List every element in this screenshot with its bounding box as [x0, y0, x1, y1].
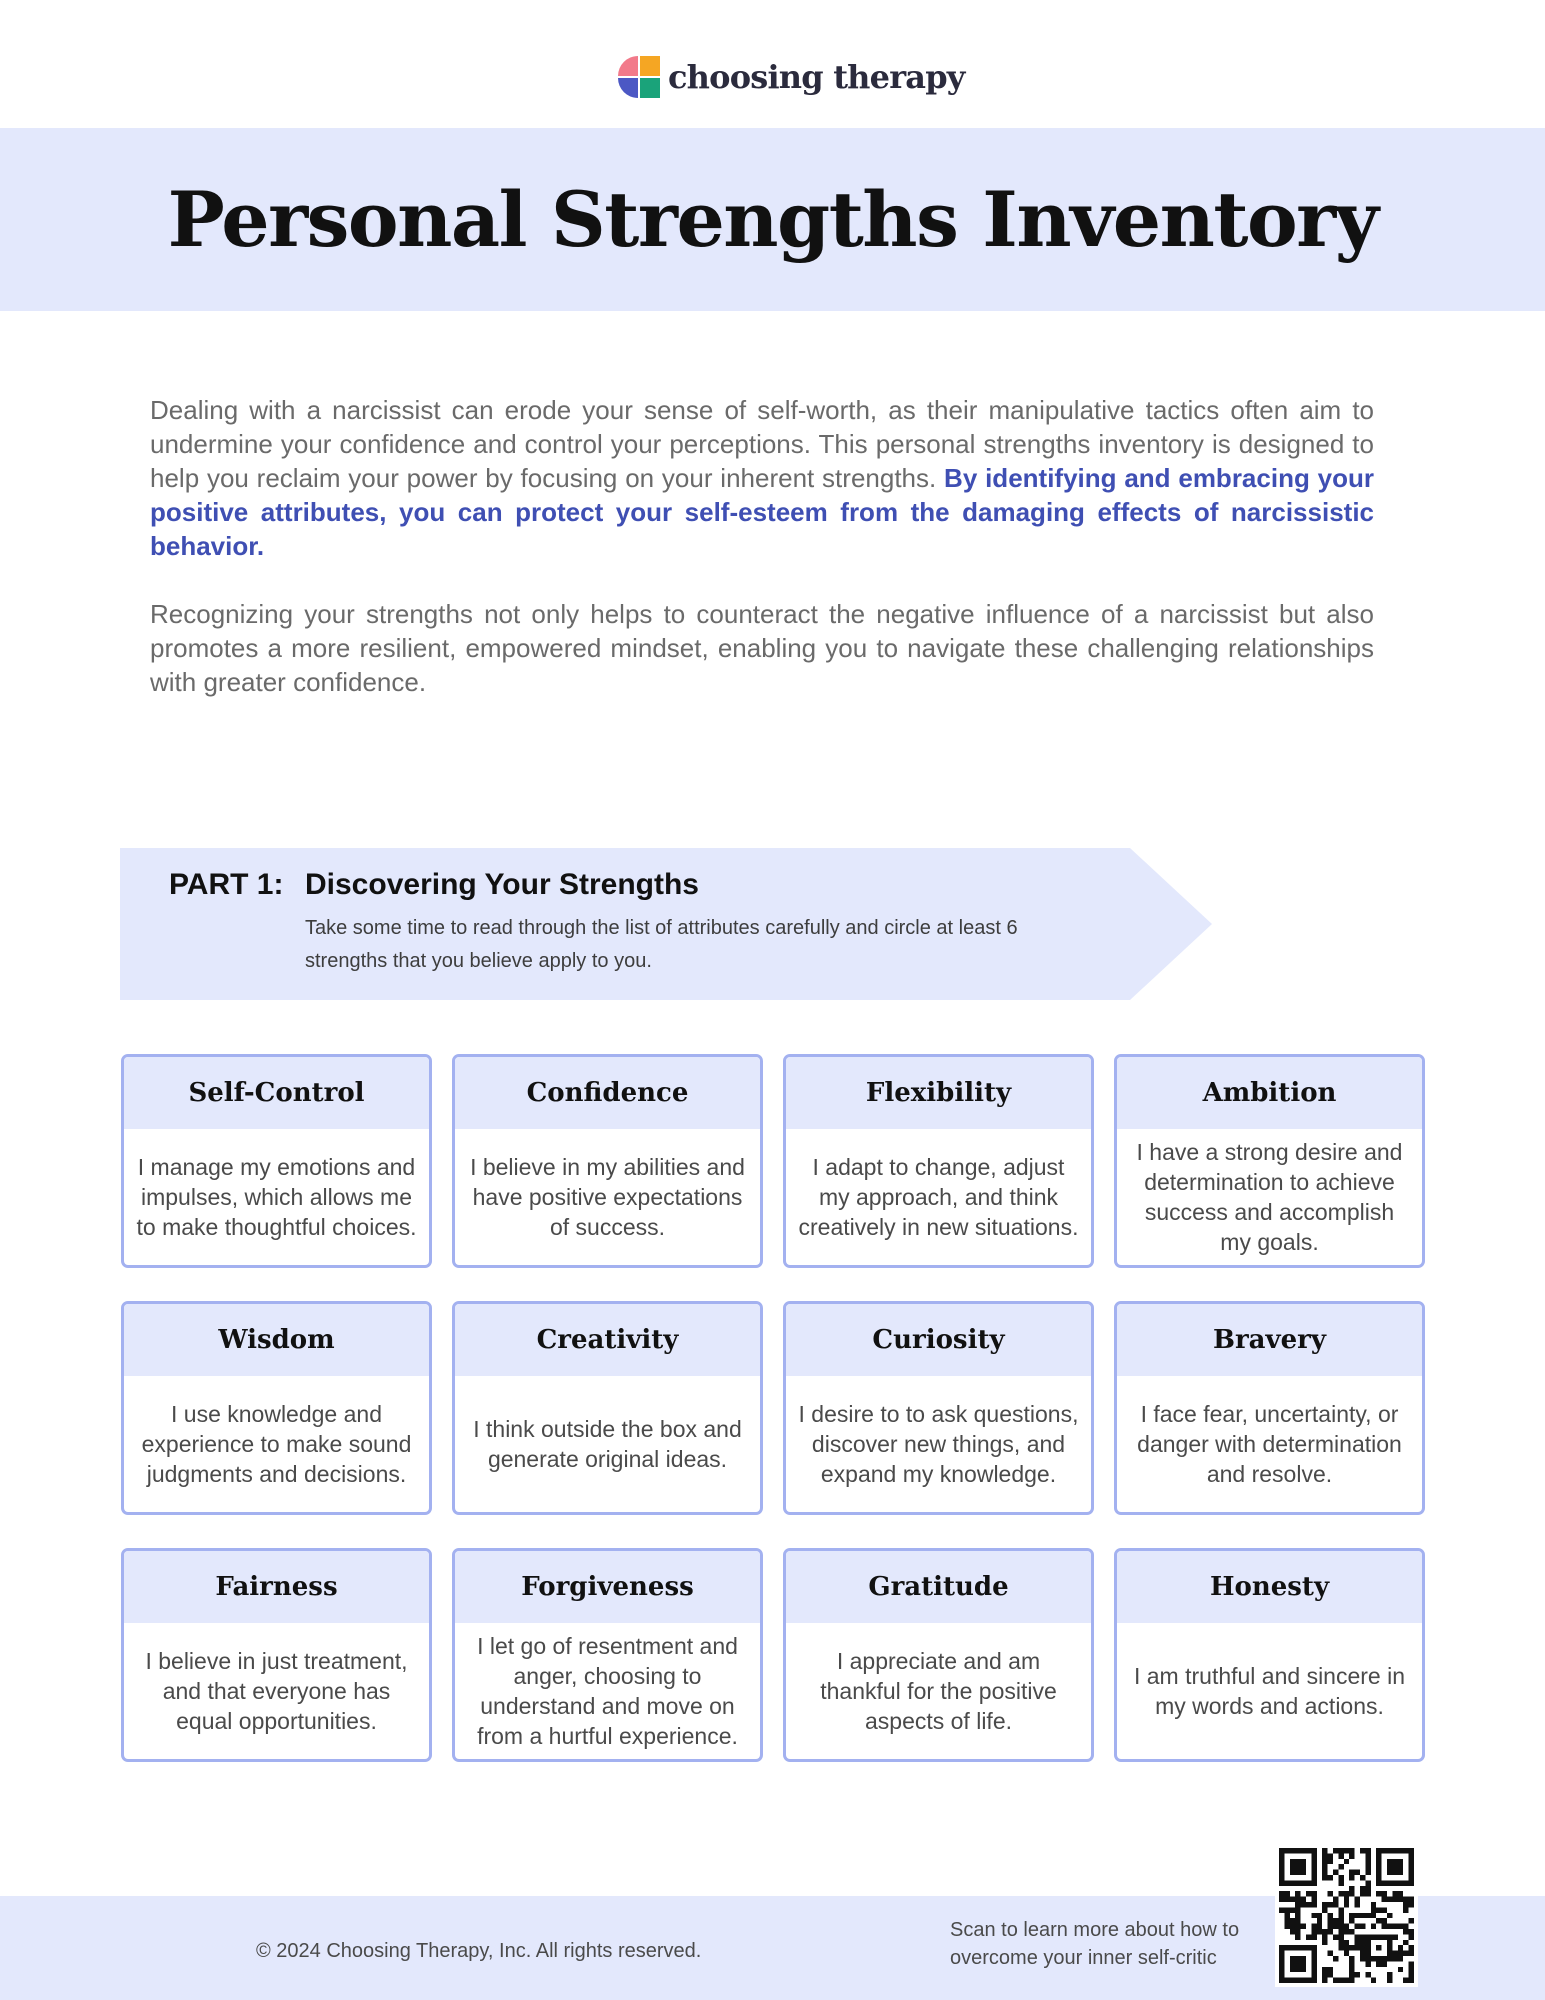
strength-description: I believe in my abilities and have positive expectations of success. [470, 1154, 745, 1240]
strength-description: I let go of resentment and anger, choosing to understand and move on from a hurtful experience. [477, 1633, 738, 1749]
part1-label: PART 1: [169, 868, 284, 901]
part1-banner [120, 848, 1212, 1000]
page-title: Personal Strengths Inventory [167, 175, 1378, 264]
strength-card[interactable] [1114, 1548, 1425, 1762]
part1-title: Discovering Your Strengths [305, 868, 699, 901]
intro-text: Dealing with a narcissist can erode your sense of self-worth, as their manipulative tactics often aim to undermine your confidence and control your perceptions. This personal strengths inventory is designed to help you reclaim your power by focusing on your inherent strengths. [150, 395, 1374, 493]
qr-code-icon [1279, 1848, 1414, 1983]
strength-name: Fairness [124, 1551, 429, 1623]
qr-code[interactable] [1275, 1844, 1418, 1987]
intro-highlight: By identifying and embracing your positive attributes, you can protect your self-esteem from the damaging effects of narcissistic behavior. [150, 463, 1374, 561]
intro-paragraph-2: Recognizing your strengths not only helps to counteract the negative influence of a narcissist but also promotes a more resilient, empowered mindset, enabling you to navigate these challenging relationships with greater confidence. [150, 599, 1374, 697]
strength-description: I manage my emotions and impulses, which allows me to make thoughtful choices. [136, 1154, 417, 1240]
strength-name: Curiosity [786, 1304, 1091, 1376]
strength-card[interactable] [121, 1301, 432, 1515]
logo-icon [618, 56, 660, 98]
strength-description: I have a strong desire and determination to achieve success and accomplish my goals. [1136, 1139, 1403, 1255]
strength-description: I think outside the box and generate original ideas. [473, 1416, 742, 1472]
copyright-text: © 2024 Choosing Therapy, Inc. All rights reserved. [256, 1940, 702, 1962]
strength-card[interactable] [452, 1054, 763, 1268]
strength-name: Gratitude [786, 1551, 1091, 1623]
strength-name: Honesty [1117, 1551, 1422, 1623]
strength-description: I believe in just treatment, and that everyone has equal opportunities. [145, 1648, 408, 1734]
strength-name: Self-Control [124, 1057, 429, 1129]
scan-prompt: Scan to learn more about how to overcome your inner self-critic [950, 1919, 1240, 1969]
strength-card[interactable] [1114, 1054, 1425, 1268]
strength-card[interactable] [1114, 1301, 1425, 1515]
strength-name: Bravery [1117, 1304, 1422, 1376]
strength-description: I appreciate and am thankful for the positive aspects of life. [820, 1648, 1057, 1734]
strength-card[interactable] [452, 1301, 763, 1515]
strength-name: Ambition [1117, 1057, 1422, 1129]
strength-name: Wisdom [124, 1304, 429, 1376]
strength-description: I face fear, uncertainty, or danger with determination and resolve. [1137, 1401, 1402, 1487]
strength-description: I am truthful and sincere in my words and actions. [1133, 1663, 1406, 1719]
strength-name: Flexibility [786, 1057, 1091, 1129]
strength-card[interactable] [783, 1301, 1094, 1515]
strength-description: I adapt to change, adjust my approach, and think creatively in new situations. [798, 1154, 1079, 1240]
strength-card[interactable] [452, 1548, 763, 1762]
strength-name: Confidence [455, 1057, 760, 1129]
title-band [0, 128, 1545, 311]
strength-description: I desire to to ask questions, discover new things, and expand my knowledge. [798, 1401, 1079, 1487]
strength-description: I use knowledge and experience to make sound judgments and decisions. [141, 1401, 412, 1487]
strength-card[interactable] [121, 1548, 432, 1762]
brand-logo [618, 56, 965, 98]
intro-paragraph-1 [150, 393, 1374, 563]
strength-card[interactable] [121, 1054, 432, 1268]
strength-name: Creativity [455, 1304, 760, 1376]
part1-description: Take some time to read through the list of attributes carefully and circle at least 6 strengths that you believe apply to you. [305, 917, 1018, 972]
strength-card[interactable] [783, 1054, 1094, 1268]
strength-card[interactable] [783, 1548, 1094, 1762]
strength-name: Forgiveness [455, 1551, 760, 1623]
brand-name: choosing therapy [668, 58, 965, 96]
